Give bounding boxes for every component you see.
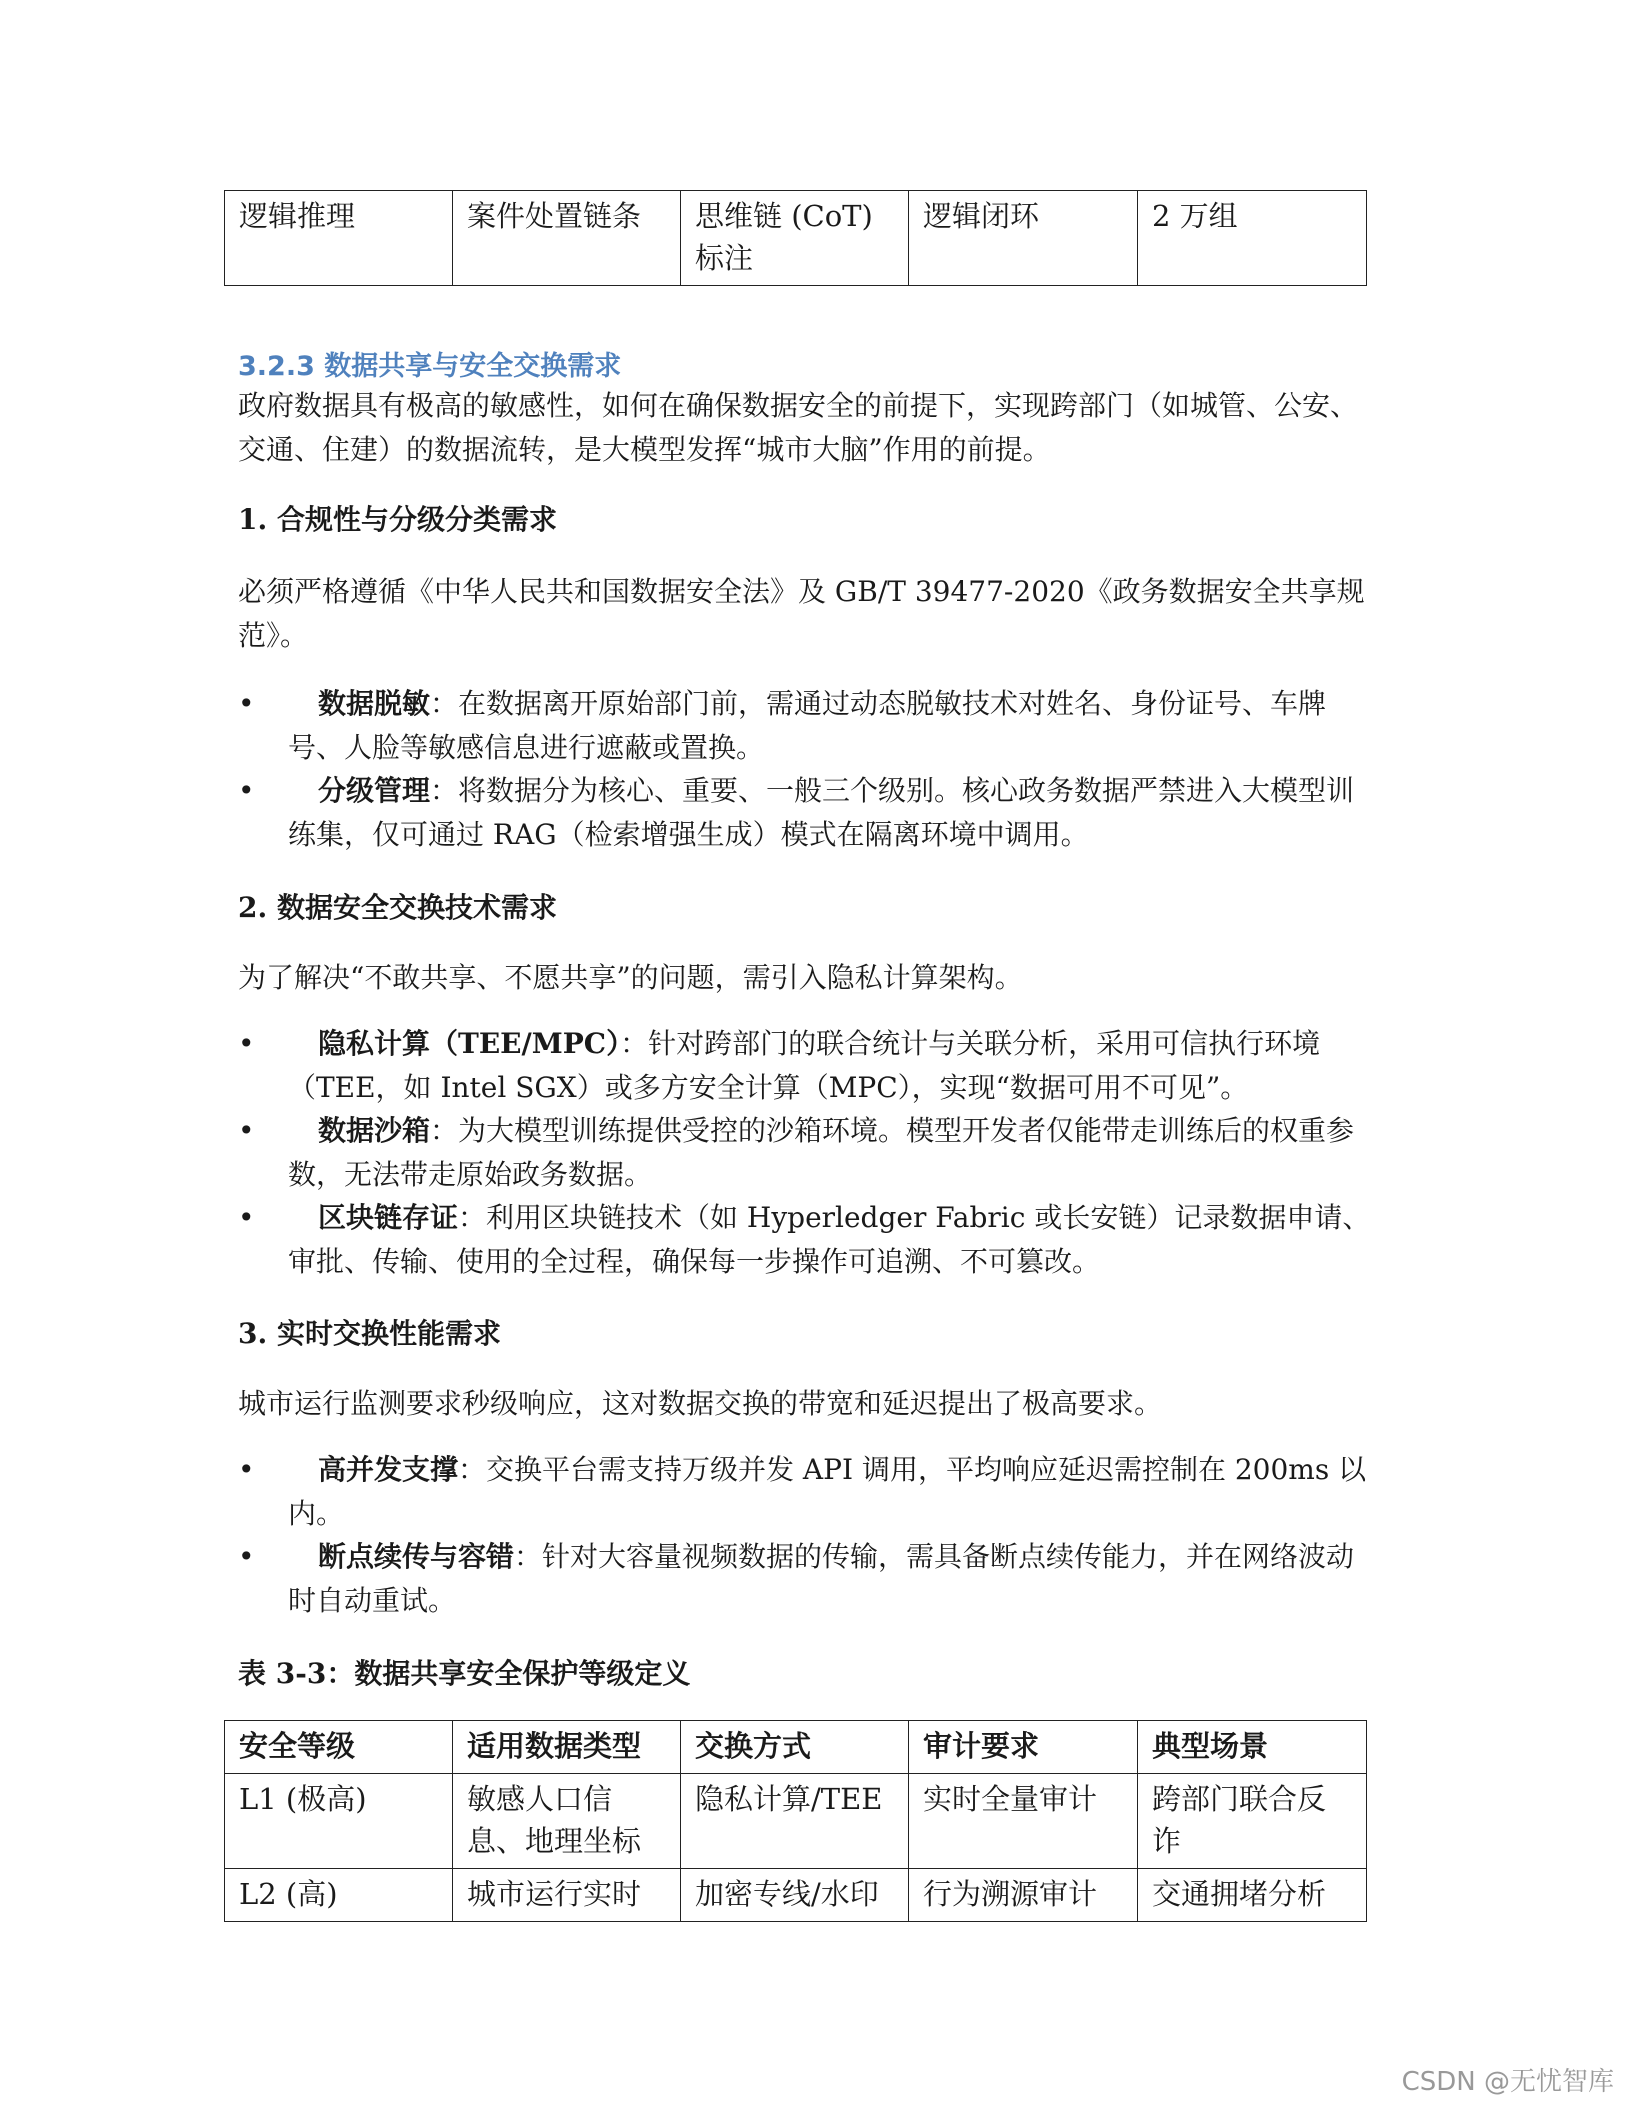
subsection-title-performance: 3. 实时交换性能需求 bbox=[238, 1317, 501, 1350]
bullet-icon: • bbox=[238, 1114, 255, 1147]
table-cell: 敏感人口信息、地理坐标 bbox=[453, 1774, 681, 1869]
list-item bbox=[238, 1022, 1374, 1110]
bullet-lead: 分级管理 bbox=[318, 774, 431, 807]
bullet-icon: • bbox=[238, 1540, 255, 1573]
bullet-lead: 高并发支撑 bbox=[318, 1453, 459, 1486]
table-header-cell: 安全等级 bbox=[225, 1721, 453, 1774]
bullet-icon: • bbox=[238, 1201, 255, 1234]
table-header-cell: 典型场景 bbox=[1138, 1721, 1367, 1774]
table-cell: 实时全量审计 bbox=[909, 1774, 1138, 1869]
table-cell: 行为溯源审计 bbox=[909, 1869, 1138, 1922]
table-cell: 案件处置链条 bbox=[453, 191, 681, 286]
bullet-text: ：针对大容量视频数据的传输，需具备断点续传能力，并在网络波动时自动重试。 bbox=[288, 1540, 1355, 1617]
table-cell: 2 万组 bbox=[1138, 191, 1367, 286]
table-cell: 隐私计算/TEE bbox=[681, 1774, 909, 1869]
table-row bbox=[225, 1869, 1367, 1922]
bullet-text: ：针对跨部门的联合统计与关联分析，采用可信执行环境（TEE，如 Intel SGX）或多方安全计算（MPC），实现“数据可用不可见”。 bbox=[288, 1027, 1321, 1104]
section-heading: 3.2.3 数据共享与安全交换需求 bbox=[238, 351, 622, 382]
table-cell: 跨部门联合反诈 bbox=[1138, 1774, 1367, 1869]
bullet-text: ：交换平台需支持万级并发 API 调用，平均响应延迟需控制在 200ms 以内。 bbox=[288, 1453, 1367, 1530]
table-row bbox=[225, 1774, 1367, 1869]
table-header-cell: 审计要求 bbox=[909, 1721, 1138, 1774]
watermark: CSDN @无忧智库 bbox=[1401, 2067, 1614, 2097]
table-cell: 交通拥堵分析 bbox=[1138, 1869, 1367, 1922]
capability-table bbox=[224, 190, 1367, 286]
subsection-title-compliance: 1. 合规性与分级分类需求 bbox=[238, 503, 557, 536]
bullet-icon: • bbox=[238, 774, 255, 807]
list-item bbox=[238, 682, 1374, 770]
table-caption: 表 3-3：数据共享安全保护等级定义 bbox=[238, 1657, 691, 1690]
list-item bbox=[238, 769, 1374, 857]
table-header-row bbox=[225, 1721, 1367, 1774]
list-item bbox=[238, 1448, 1374, 1536]
bullet-icon: • bbox=[238, 687, 255, 720]
bullet-lead: 区块链存证 bbox=[318, 1201, 459, 1234]
exchange-text: 为了解决“不敢共享、不愿共享”的问题，需引入隐私计算架构。 bbox=[238, 961, 1023, 994]
list-item bbox=[238, 1109, 1374, 1197]
section-intro: 政府数据具有极高的敏感性，如何在确保数据安全的前提下，实现跨部门（如城管、公安、交通、住建）的数据流转，是大模型发挥“城市大脑”作用的前提。 bbox=[238, 389, 1359, 466]
table-row bbox=[225, 191, 1367, 286]
compliance-text: 必须严格遵循《中华人民共和国数据安全法》及 GB/T 39477-2020《政务数据安全共享规范》。 bbox=[238, 575, 1365, 652]
bullet-text: ：在数据离开原始部门前，需通过动态脱敏技术对姓名、身份证号、车牌号、人脸等敏感信息进行遮蔽或置换。 bbox=[288, 687, 1327, 764]
performance-text: 城市运行监测要求秒级响应，这对数据交换的带宽和延迟提出了极高要求。 bbox=[238, 1387, 1163, 1420]
table-cell: L2 (高) bbox=[225, 1869, 453, 1922]
list-item bbox=[238, 1535, 1374, 1623]
bullet-icon: • bbox=[238, 1027, 255, 1060]
bullet-text: ：将数据分为核心、重要、一般三个级别。核心政务数据严禁进入大模型训练集，仅可通过 RAG（检索增强生成）模式在隔离环境中调用。 bbox=[288, 774, 1355, 851]
bullet-icon: • bbox=[238, 1453, 255, 1486]
table-cell: 加密专线/水印 bbox=[681, 1869, 909, 1922]
table-cell: 逻辑闭环 bbox=[909, 191, 1138, 286]
table-cell: 思维链 (CoT) 标注 bbox=[681, 191, 909, 286]
bullet-text: ：利用区块链技术（如 Hyperledger Fabric 或长安链）记录数据申请、审批、传输、使用的全过程，确保每一步操作可追溯、不可篡改。 bbox=[288, 1201, 1371, 1278]
bullet-text: ：为大模型训练提供受控的沙箱环境。模型开发者仅能带走训练后的权重参数，无法带走原始政务数据。 bbox=[288, 1114, 1355, 1191]
bullet-lead: 数据脱敏 bbox=[318, 687, 431, 720]
table-cell: 城市运行实时 bbox=[453, 1869, 681, 1922]
table-cell: 逻辑推理 bbox=[225, 191, 453, 286]
security-level-table bbox=[224, 1720, 1367, 1922]
table-header-cell: 适用数据类型 bbox=[453, 1721, 681, 1774]
table-header-cell: 交换方式 bbox=[681, 1721, 909, 1774]
list-item bbox=[238, 1196, 1374, 1284]
bullet-lead: 隐私计算（TEE/MPC） bbox=[318, 1027, 621, 1060]
bullet-lead: 断点续传与容错 bbox=[318, 1540, 515, 1573]
table-cell: L1 (极高) bbox=[225, 1774, 453, 1869]
bullet-lead: 数据沙箱 bbox=[318, 1114, 431, 1147]
subsection-title-exchange: 2. 数据安全交换技术需求 bbox=[238, 891, 557, 924]
